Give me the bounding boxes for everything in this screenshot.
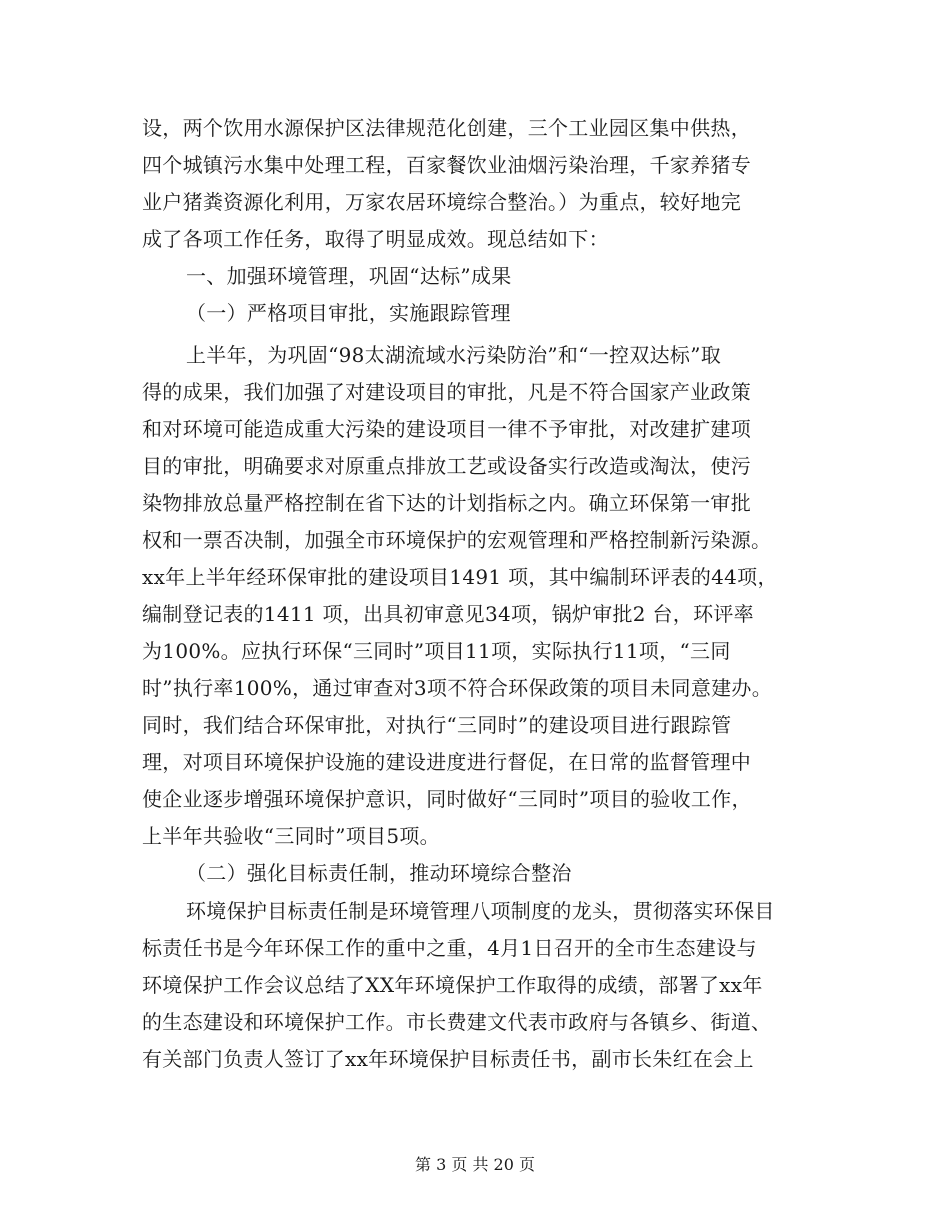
body-text-line: 理，对项目环境保护设施的建设进度进行督促，在日常的监督管理中: [142, 750, 751, 774]
body-text-line: 时”执行率100%，通过审查对3项不符合环保政策的项目未同意建办。: [142, 676, 773, 700]
section-heading: 一、加强环境管理，巩固“达标”成果: [186, 264, 512, 288]
body-text-line: xx年上半年经环保审批的建设项目1491 项，其中编制环评表的44项，: [142, 565, 778, 589]
body-text-line: 同时，我们结合环保审批，对执行“三同时”的建设项目进行跟踪管: [142, 713, 732, 737]
body-text-line: 有关部门负责人签订了xx年环境保护目标责任书，副市长朱红在会上: [142, 1047, 754, 1071]
body-text-line: 为100%。应执行环保“三同时”项目11项，实际执行11项，“三同: [142, 639, 731, 663]
body-text-line: 四个城镇污水集中处理工程，百家餐饮业油烟污染治理，千家养猪专: [142, 153, 751, 177]
subsection-heading: （二）强化目标责任制，推动环境综合整治: [186, 861, 572, 885]
paragraph-start-line: 环境保护目标责任制是环境管理八项制度的龙头，贯彻落实环保目: [186, 899, 775, 923]
body-text-line: 目的审批，明确要求对原重点排放工艺或设备实行改造或淘汰，使污: [142, 454, 751, 478]
body-text-line: 使企业逐步增强环境保护意识，同时做好“三同时”项目的验收工作，: [142, 787, 752, 811]
page-number-footer: 第 3 页 共 20 页: [415, 1155, 535, 1174]
body-text-line: 编制登记表的1411 项，出具初审意见34项，锅炉审批2 台，环评率: [142, 602, 754, 626]
paragraph-start-line: 上半年，为巩固“98太湖流域水污染防治”和“一控双达标”取: [186, 343, 722, 367]
subsection-heading: （一）严格项目审批，实施跟踪管理: [186, 301, 511, 325]
body-text-line: 权和一票否决制，加强全市环境保护的宏观管理和严格控制新污染源。: [142, 528, 772, 552]
body-text-line: 标责任书是今年环保工作的重中之重，4月1日召开的全市生态建设与: [142, 936, 757, 960]
body-text-line: 染物排放总量严格控制在省下达的计划指标之内。确立环保第一审批: [142, 491, 751, 515]
body-text-line: 设，两个饮用水源保护区法律规范化创建，三个工业园区集中供热，: [142, 116, 751, 140]
body-text-line: 环境保护工作会议总结了XX年环境保护工作取得的成绩，部署了xx年: [142, 973, 763, 997]
body-text-line: 的生态建设和环境保护工作。市长费建文代表市政府与各镇乡、街道、: [142, 1010, 772, 1034]
body-text-line: 得的成果，我们加强了对建设项目的审批，凡是不符合国家产业政策: [142, 380, 751, 404]
body-text-line: 业户猪粪资源化利用，万家农居环境综合整治。）为重点，较好地完: [142, 190, 741, 214]
body-text-line: 上半年共验收“三同时”项目5项。: [142, 824, 440, 848]
body-text-line: 成了各项工作任务，取得了明显成效。现总结如下：: [142, 227, 609, 251]
body-text-line: 和对环境可能造成重大污染的建设项目一律不予审批，对改建扩建项: [142, 417, 751, 441]
